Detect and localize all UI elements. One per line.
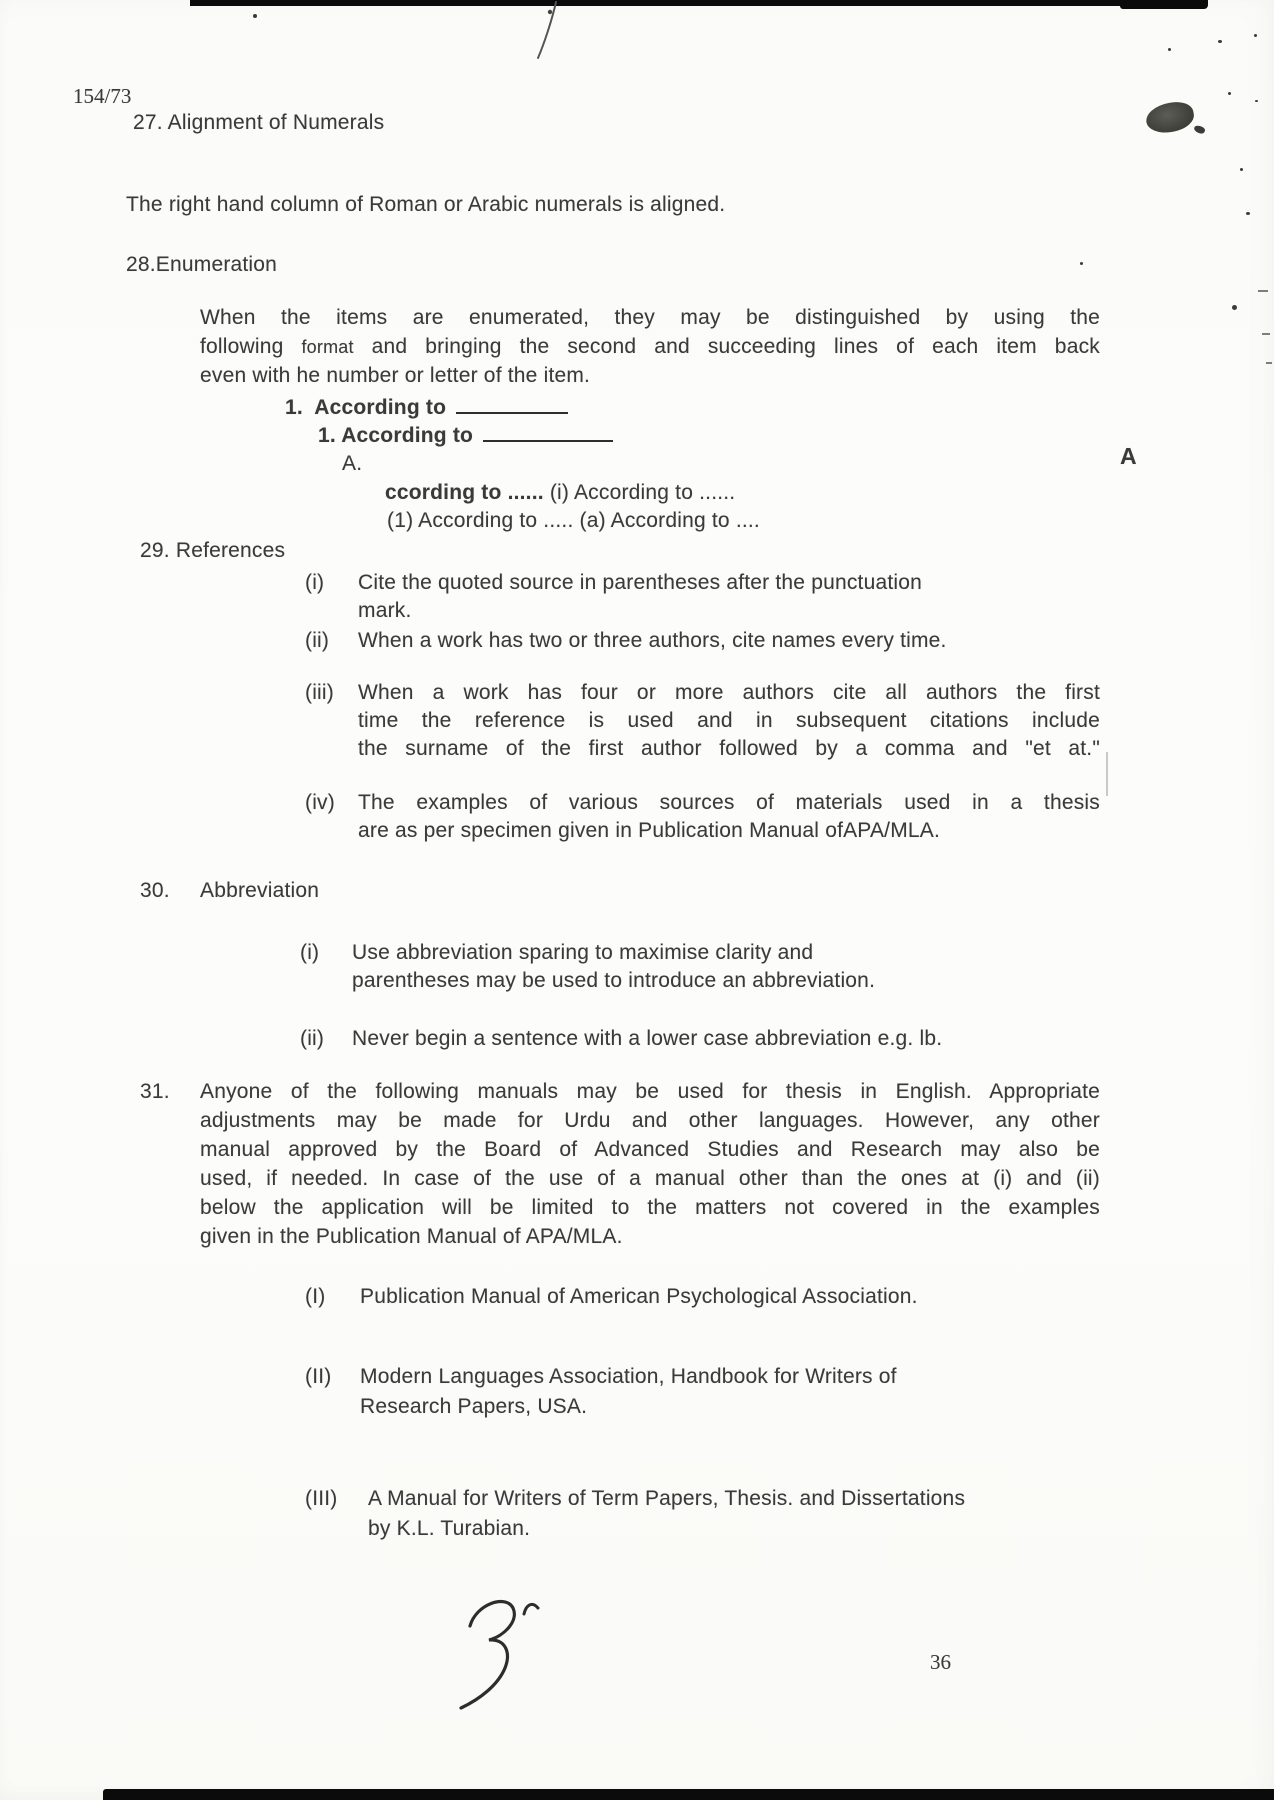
manual-item-line: by K.L. Turabian.: [368, 1517, 531, 1540]
reference-item-line: The examples of various sources of materials used in a thesis: [358, 791, 1100, 814]
reference-item-line: are as per specimen given in Publication Manual ofAPA/MLA.: [358, 819, 941, 842]
section-31-line: given in the Publication Manual of APA/MLA.: [200, 1225, 623, 1248]
blank-line: [483, 425, 613, 442]
enumeration-example-3: A.: [342, 452, 363, 475]
example-text: According to: [314, 396, 447, 419]
reference-item-label: (iv): [305, 791, 335, 814]
section-30-number: 30.: [140, 879, 170, 902]
reference-item-line: mark.: [358, 599, 412, 622]
manual-item-line: Publication Manual of American Psychological Association.: [360, 1285, 918, 1308]
scan-dash: [1106, 752, 1108, 796]
abbreviation-item-label: (ii): [300, 1027, 325, 1050]
reference-item-line: When a work has four or more authors cite all authors the first: [358, 681, 1100, 704]
ink-speck: [1193, 124, 1206, 135]
paragraph-text: and bringing the second and succeeding lines of each item back: [371, 335, 1100, 358]
scan-dash: [1258, 290, 1268, 292]
section-27-body: The right hand column of Roman or Arabic numerals is aligned.: [126, 193, 726, 216]
enumeration-paragraph-line-3: even with he number or letter of the item.: [200, 364, 591, 387]
manual-item-line: A Manual for Writers of Term Papers, Thesis. and Dissertations: [368, 1487, 966, 1510]
reference-item-line: When a work has two or three authors, cite names every time.: [358, 629, 947, 652]
section-31-line: manual approved by the Board of Advanced Studies and Research may also be: [200, 1138, 1100, 1161]
abbreviation-item-line: Use abbreviation sparing to maximise clarity and: [352, 941, 814, 964]
ink-speck: [1218, 40, 1222, 43]
ink-blob: [1144, 99, 1196, 136]
reference-item-line: time the reference is used and in subsequent citations include: [358, 709, 1100, 732]
ink-speck: [1255, 100, 1258, 102]
section-27-heading: 27. Alignment of Numerals: [133, 111, 385, 134]
paragraph-word-small: format: [301, 337, 354, 357]
example-bold-text: ccording to ......: [385, 481, 544, 504]
reference-item-line: the surname of the first author followed by a comma and "et at.": [358, 737, 1100, 760]
enumeration-example-1: [285, 396, 568, 420]
ink-speck: [1080, 262, 1083, 265]
ink-speck: [1232, 305, 1237, 310]
enumeration-example-5: (1) According to ..... (a) According to ....: [387, 509, 760, 532]
section-31-line: Anyone of the following manuals may be used for thesis in English. Appropriate: [200, 1080, 1100, 1103]
reference-item-label: (iii): [305, 681, 334, 704]
example-text: According to: [341, 424, 474, 447]
bottom-scan-edge: [103, 1789, 1274, 1800]
section-31-line: below the application will be limited to the matters not covered in the examples: [200, 1196, 1100, 1219]
scan-dash: [1262, 333, 1270, 335]
section-31-line: adjustments may be made for Urdu and other languages. However, any other: [200, 1109, 1100, 1132]
top-scan-edge-thick: [1120, 0, 1208, 9]
ink-speck: [1240, 168, 1243, 171]
example-text: (i) According to ......: [549, 481, 736, 504]
scan-dash: [1266, 362, 1272, 364]
handwritten-slash-mark: [528, 0, 572, 64]
manual-item-label: (III): [305, 1487, 338, 1510]
page-number: 36: [930, 1650, 951, 1674]
section-28-heading: 28.Enumeration: [126, 253, 278, 276]
section-31-line: used, if needed. In case of the use of a manual other than the ones at (i) and (ii): [200, 1167, 1100, 1190]
abbreviation-item-label: (i): [300, 941, 320, 964]
ink-speck: [253, 14, 257, 18]
reference-item-line: Cite the quoted source in parentheses after the punctuation: [358, 571, 923, 594]
paragraph-word: following: [200, 335, 284, 358]
blank-line: [456, 397, 568, 414]
abbreviation-item-line: Never begin a sentence with a lower case abbreviation e.g. lb.: [352, 1027, 943, 1050]
reference-item-label: (ii): [305, 629, 330, 652]
manual-item-label: (II): [305, 1365, 332, 1388]
ink-speck: [1254, 34, 1257, 37]
enumeration-example-2: [318, 424, 613, 448]
section-31-number: 31.: [140, 1080, 170, 1103]
manual-item-line: Research Papers, USA.: [360, 1395, 588, 1418]
enumeration-paragraph-line-1: When the items are enumerated, they may be distinguished by using the: [200, 306, 1100, 329]
ink-speck: [1228, 92, 1231, 95]
reference-item-label: (i): [305, 571, 325, 594]
top-scan-edge: [190, 0, 1205, 6]
example-number: 1.: [285, 396, 303, 419]
manual-item-line: Modern Languages Association, Handbook for Writers of: [360, 1365, 897, 1388]
enumeration-example-4: [385, 481, 735, 505]
ink-speck: [1246, 212, 1250, 215]
ref-number: 154/73: [73, 84, 132, 108]
abbreviation-item-line: parentheses may be used to introduce an abbreviation.: [352, 969, 876, 992]
margin-letter: A: [1120, 443, 1137, 469]
ink-speck: [1168, 48, 1171, 51]
section-29-heading: 29. References: [140, 539, 286, 562]
manual-item-label: (I): [305, 1285, 326, 1308]
example-number: 1.: [318, 424, 336, 447]
handwritten-mark-3: [450, 1592, 560, 1722]
section-30-title: Abbreviation: [200, 879, 320, 902]
